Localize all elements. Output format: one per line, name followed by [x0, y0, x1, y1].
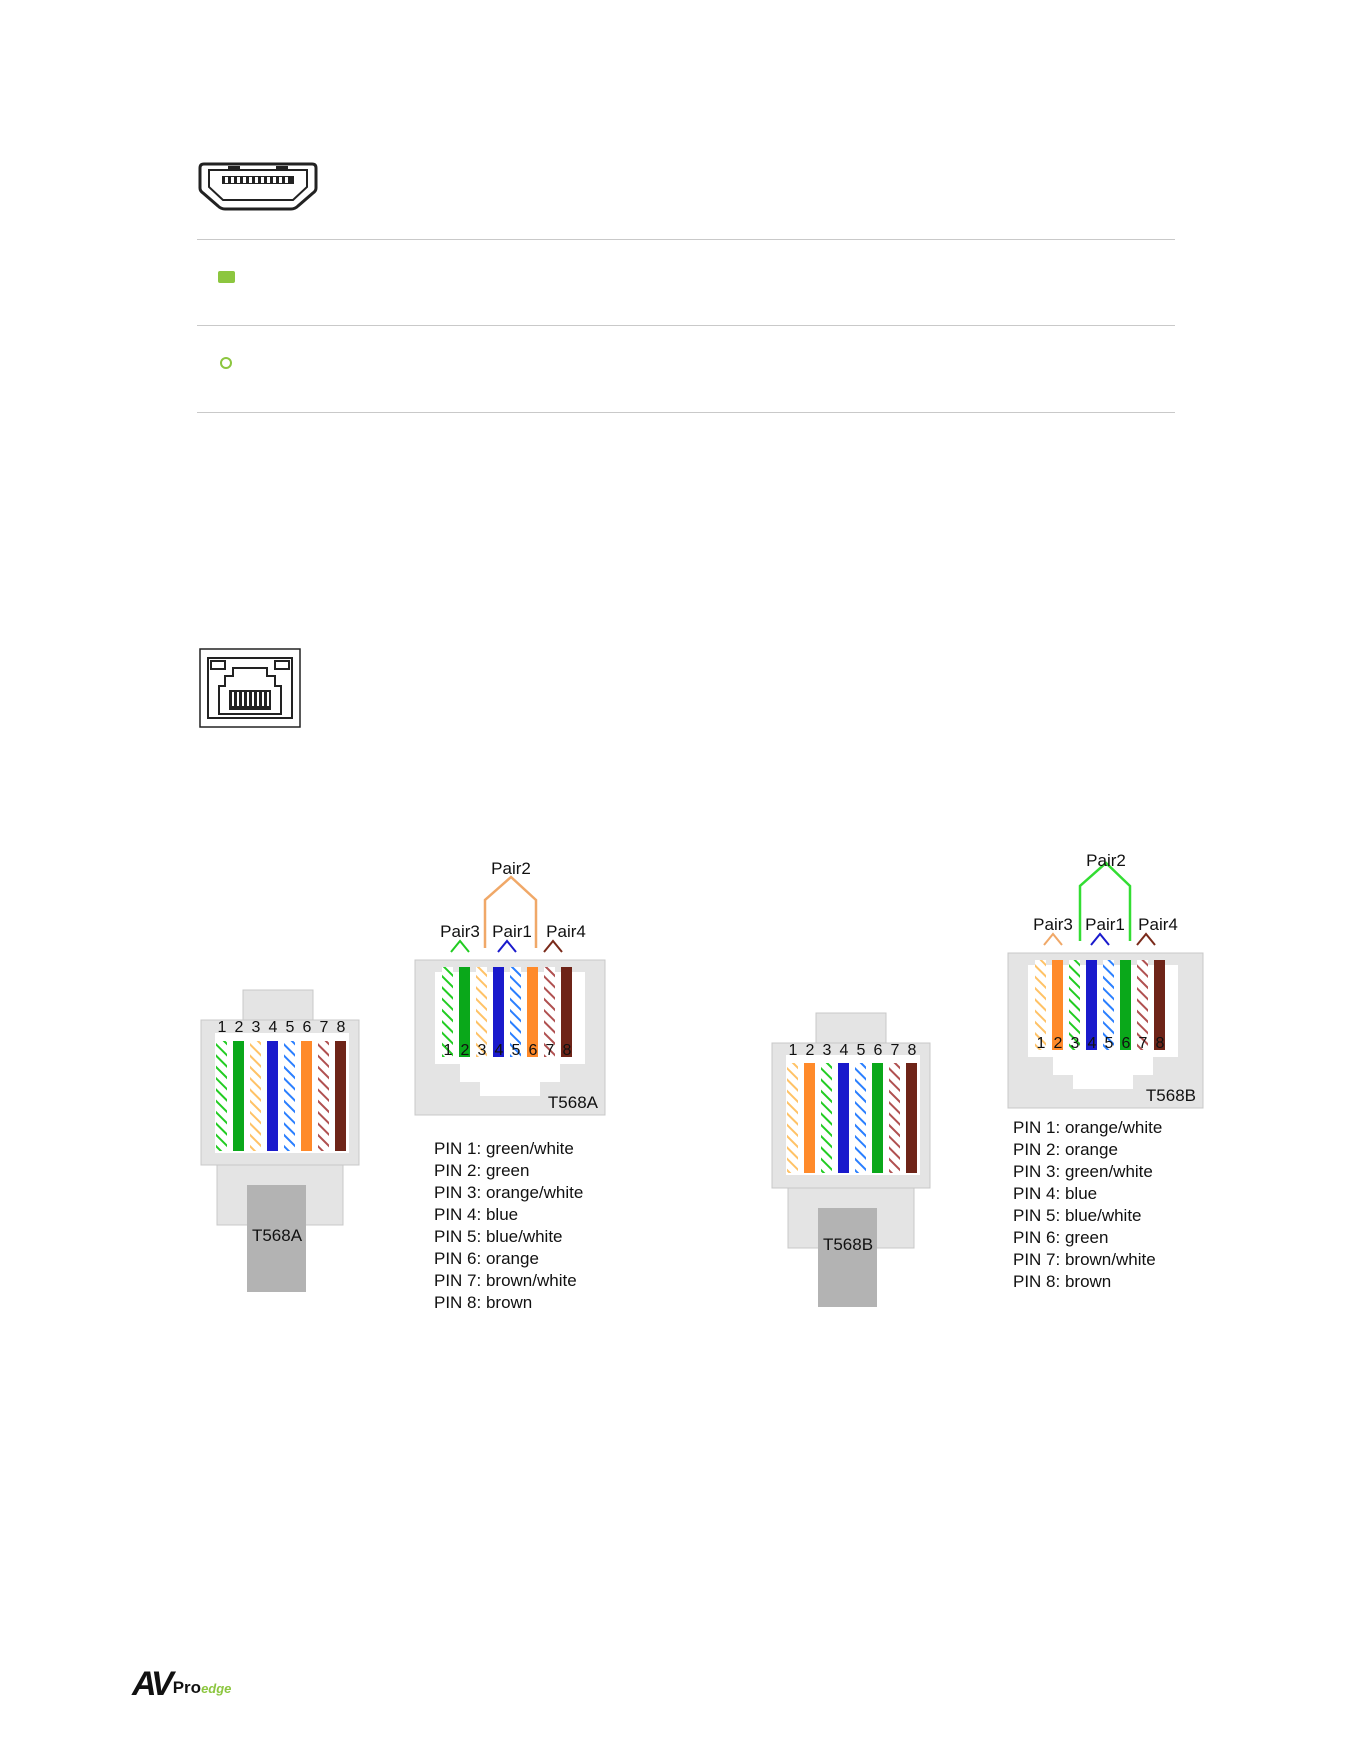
t568a-plug-wire-4: [267, 1041, 278, 1151]
t568a-pin-1: PIN 1: green/white: [434, 1139, 574, 1158]
t568a-plug-pin-number: 4: [268, 1019, 278, 1036]
t568a-pin-list: [434, 1138, 583, 1314]
t568b-plug-pin-number: 6: [873, 1042, 883, 1059]
t568b-plug-wire-1: [787, 1063, 798, 1173]
t568a-jack-pin-number: 3: [477, 1042, 487, 1059]
t568a-pair1-label: Pair1: [492, 922, 532, 941]
t568a-plug-pin-number: 3: [251, 1019, 261, 1036]
t568a-plug-label: T568A: [251, 1226, 303, 1245]
rj45-port-icon: [199, 648, 301, 728]
t568b-plug-wire-5: [855, 1063, 866, 1173]
t568a-jack-pin-number: 7: [545, 1042, 555, 1059]
t568b-plug-pin-number: 3: [822, 1042, 832, 1059]
t568b-plug-pin-number: 4: [839, 1042, 849, 1059]
t568b-jack-pin-number: 2: [1053, 1035, 1063, 1052]
t568b-pin-7: PIN 7: brown/white: [1013, 1250, 1156, 1269]
t568b-pair4-label: Pair4: [1138, 915, 1178, 934]
t568b-plug-pin-number: 7: [890, 1042, 900, 1059]
t568a-pin-4: PIN 4: blue: [434, 1205, 519, 1224]
t568b-plug-wire-6: [872, 1063, 883, 1173]
t568a-plug-wire-1: [216, 1041, 227, 1151]
t568a-plug-pin-number: 2: [234, 1019, 244, 1036]
t568b-pin-8: PIN 8: brown: [1013, 1272, 1112, 1291]
t568a-pin-6: PIN 6: orange: [434, 1249, 539, 1268]
t568a-plug-pin-number: 1: [217, 1019, 227, 1036]
t568a-pin-8: PIN 8: brown: [434, 1293, 533, 1312]
t568a-plug-wire-7: [318, 1041, 329, 1151]
t568b-jack-pin-number: 4: [1087, 1035, 1097, 1052]
t568b-jack-label: T568B: [1145, 1086, 1196, 1105]
t568b-plug-wire-2: [804, 1063, 815, 1173]
t568b-pin-3: PIN 3: green/white: [1013, 1162, 1153, 1181]
t568b-pin-4: PIN 4: blue: [1013, 1184, 1098, 1203]
t568b-plug-pin-number: 5: [856, 1042, 866, 1059]
t568a-pin-3: PIN 3: orange/white: [434, 1183, 584, 1202]
t568b-pair3-label: Pair3: [1033, 915, 1073, 934]
t568a-plug-wire-3: [250, 1041, 261, 1151]
t568a-jack-pin-number: 5: [511, 1042, 521, 1059]
t568a-pin-5: PIN 5: blue/white: [434, 1227, 563, 1246]
t568a-jack-pin-number: 6: [528, 1042, 538, 1059]
led-ring-icon: [220, 357, 232, 369]
t568b-plug-pin-number: 8: [907, 1042, 917, 1059]
table-rule-top: [197, 239, 1175, 240]
table-rule-bottom: [197, 412, 1175, 413]
t568a-plug-wire-5: [284, 1041, 295, 1151]
t568a-jack-pin-number: 4: [494, 1042, 504, 1059]
t568b-plug-wire-8: [906, 1063, 917, 1173]
t568b-jack-pin-number: 3: [1070, 1035, 1080, 1052]
t568b-plug-label: T568B: [822, 1235, 874, 1254]
t568b-jack-pin-number: 7: [1138, 1035, 1148, 1052]
led-solid-icon: [218, 271, 235, 283]
t568a-plug-wire-6: [301, 1041, 312, 1151]
avproedge-logo: [132, 1661, 231, 1701]
t568b-plug-pin-number: 1: [788, 1042, 798, 1059]
t568a-plug-wire-8: [335, 1041, 346, 1151]
t568a-pair2-label: Pair2: [491, 859, 531, 878]
t568b-pin-1: PIN 1: orange/white: [1013, 1118, 1163, 1137]
t568b-pin-2: PIN 2: orange: [1013, 1140, 1118, 1159]
t568a-plug-pin-number: 6: [302, 1019, 312, 1036]
t568a-jack-pin-number: 2: [460, 1042, 470, 1059]
t568a-pin-2: PIN 2: green: [434, 1161, 530, 1180]
t568a-plug-pin-number: 5: [285, 1019, 295, 1036]
t568a-pair3-label: Pair3: [440, 922, 480, 941]
t568b-jack-pin-number: 8: [1155, 1035, 1165, 1052]
t568a-jack-label: T568A: [547, 1093, 598, 1112]
t568b-jack-pin-number: 6: [1121, 1035, 1131, 1052]
t568b-plug-wire-7: [889, 1063, 900, 1173]
t568b-pin-6: PIN 6: green: [1013, 1228, 1109, 1247]
t568b-pair1-label: Pair1: [1085, 915, 1125, 934]
t568a-pair4-label: Pair4: [546, 922, 586, 941]
t568a-plug-pin-number: 8: [336, 1019, 346, 1036]
logo-pro: Pro: [172, 1678, 202, 1697]
t568b-plug-wire-3: [821, 1063, 832, 1173]
t568a-jack-pin-number: 1: [443, 1042, 453, 1059]
t568b-jack-pin-number: 1: [1036, 1035, 1046, 1052]
t568b-plug-wire-4: [838, 1063, 849, 1173]
t568a-jack-pin-number: 8: [562, 1042, 572, 1059]
hdmi-port-icon: [198, 160, 318, 214]
t568b-jack-pin-number: 5: [1104, 1035, 1114, 1052]
logo-av: AV: [132, 1665, 171, 1703]
t568b-pin-list: [1013, 1117, 1162, 1293]
t568a-plug-pin-number: 7: [319, 1019, 329, 1036]
t568a-plug-wire-2: [233, 1041, 244, 1151]
logo-edge: edge: [201, 1681, 232, 1696]
t568b-pair2-label: Pair2: [1086, 851, 1126, 870]
t568b-plug-pin-number: 2: [805, 1042, 815, 1059]
t568b-pin-5: PIN 5: blue/white: [1013, 1206, 1142, 1225]
table-rule-middle: [197, 325, 1175, 326]
t568a-pin-7: PIN 7: brown/white: [434, 1271, 577, 1290]
